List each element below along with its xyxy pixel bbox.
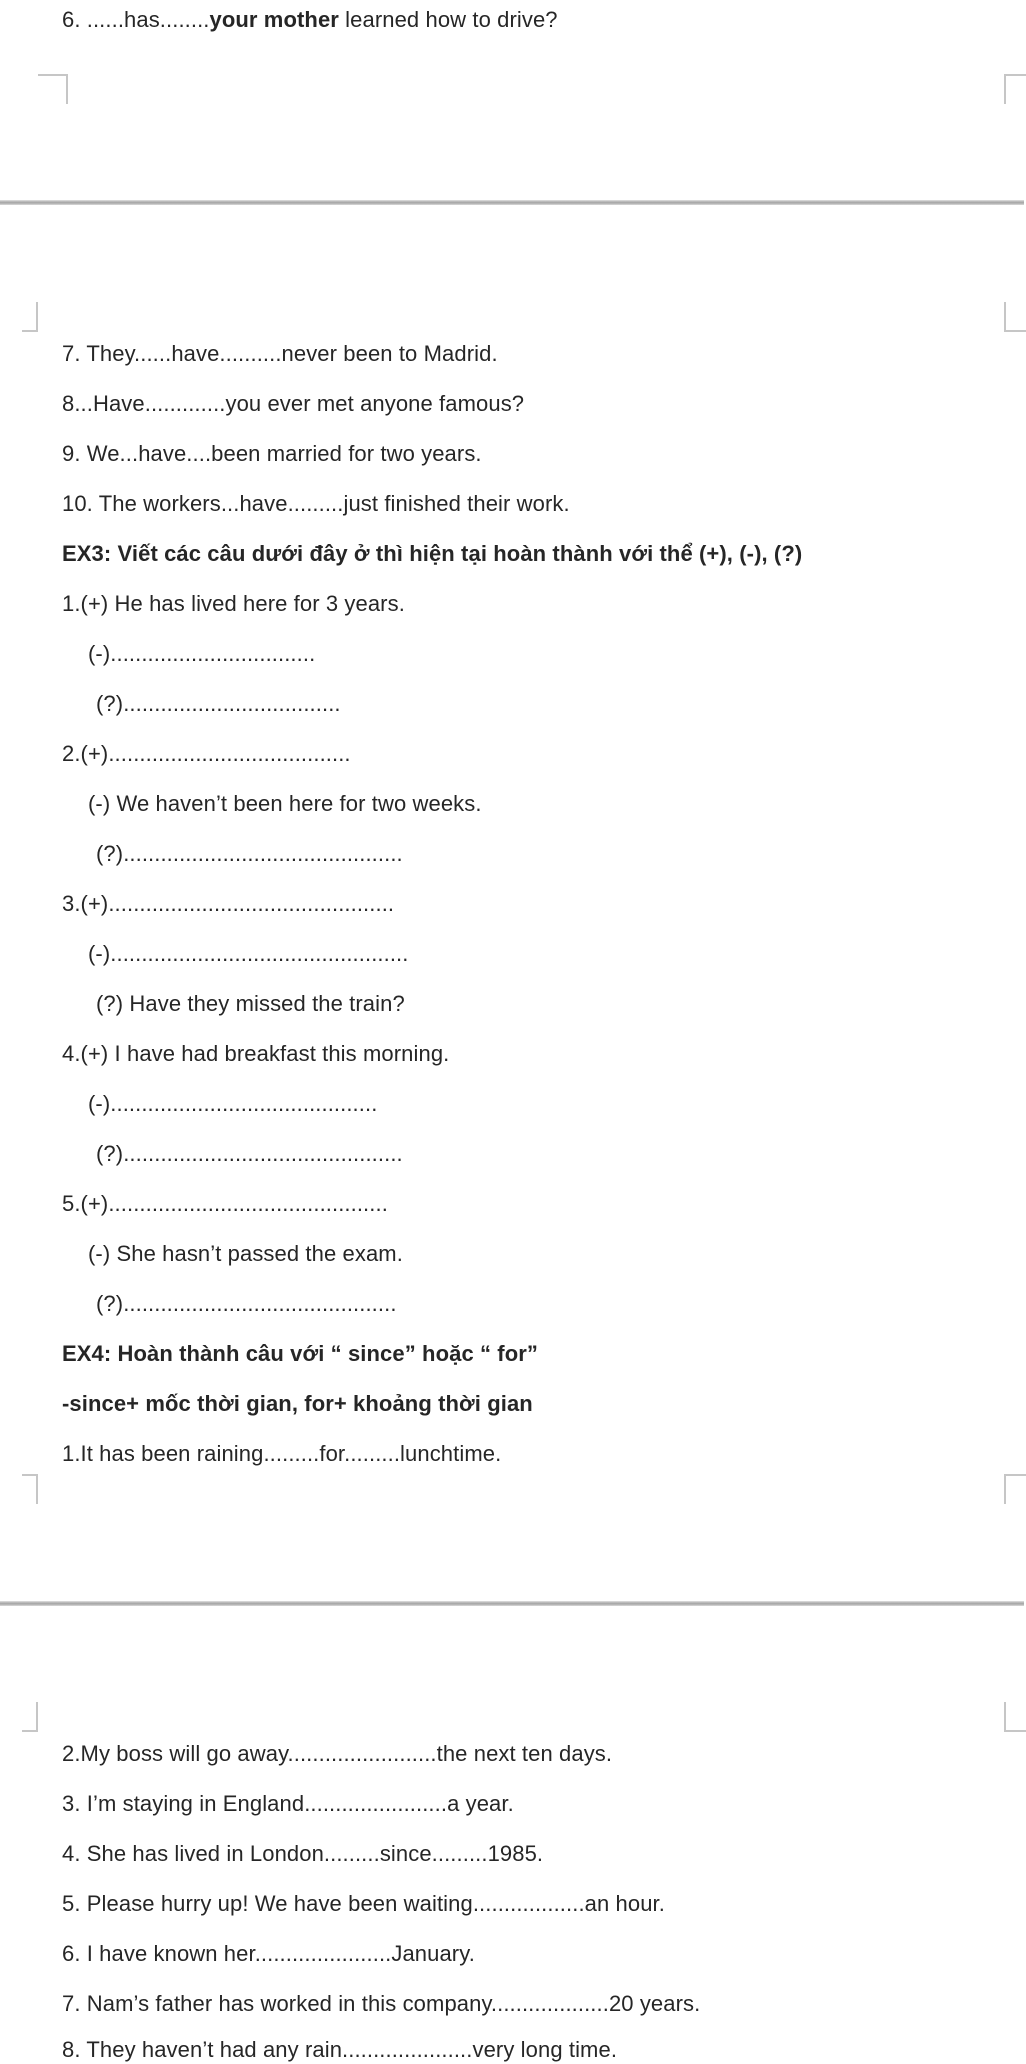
ex4-item5: 5. Please hurry up! We have been waiting..................an hour. (62, 1891, 665, 1916)
ex3-item1-negative: (-)................................. (88, 641, 316, 666)
ex3-item5-positive: 5.(+)............................................. (62, 1191, 388, 1216)
exercise-line-q6 (62, 6, 558, 34)
margin-mark-page2-top-right (1004, 302, 1026, 332)
ex3-item4-negative: (-)........................................... (88, 1091, 378, 1116)
ex3-item1-positive: 1.(+) He has lived here for 3 years. (62, 591, 405, 616)
ex3-item2-negative: (-) We haven’t been here for two weeks. (88, 791, 482, 816)
exercise-line-q7: 7. They......have..........never been to Madrid. (62, 341, 498, 366)
ex3-item3-negative: (-)................................................ (88, 941, 409, 966)
margin-mark-page1-bottom-left (38, 74, 68, 104)
ex3-item4-question: (?)............................................. (96, 1141, 403, 1166)
ex4-item4: 4. She has lived in London.........since.........1985. (62, 1841, 544, 1866)
page-break-separator-2 (0, 1601, 1024, 1606)
margin-mark-page2-top-left (22, 302, 38, 332)
ex3-heading: EX3: Viết các câu dưới đây ở thì hiện tại hoàn thành với thể (+), (-), (?) (62, 541, 803, 566)
exercise-line-q8: 8...Have.............you ever met anyone famous? (62, 391, 525, 416)
ex3-item3-question: (?) Have they missed the train? (96, 991, 405, 1016)
margin-mark-page2-bottom-right (1004, 1474, 1026, 1504)
ex4-item8-clipped: 8. They haven’t had any rain.....................very long time. (62, 2037, 618, 2062)
ex3-item5-question: (?)............................................ (96, 1291, 397, 1316)
ex3-item3-positive: 3.(+).............................................. (62, 891, 395, 916)
q6-post: learned how to drive? (338, 7, 558, 32)
q6-bold-subject: your mother (209, 7, 339, 32)
ex3-item4-positive: 4.(+) I have had breakfast this morning. (62, 1041, 450, 1066)
ex3-item5-negative: (-) She hasn’t passed the exam. (88, 1241, 403, 1266)
margin-mark-page2-bottom-left (22, 1474, 38, 1504)
margin-mark-page3-top-left (22, 1702, 38, 1732)
ex4-item7: 7. Nam’s father has worked in this company...................20 years. (62, 1991, 701, 2016)
exercise-line-q10: 10. The workers...have.........just finished their work. (62, 491, 570, 516)
ex4-heading: EX4: Hoàn thành câu với “ since” hoặc “ for” (62, 1341, 539, 1366)
ex3-item2-question: (?)............................................. (96, 841, 403, 866)
ex4-item1: 1.It has been raining.........for.........lunchtime. (62, 1441, 502, 1466)
ex3-item2-positive: 2.(+)....................................... (62, 741, 351, 766)
q6-pre: 6. ......has........ (62, 7, 210, 32)
ex4-rule-note: -since+ mốc thời gian, for+ khoảng thời gian (62, 1391, 533, 1416)
ex3-item1-question: (?)................................... (96, 691, 341, 716)
page-break-separator-1 (0, 200, 1024, 205)
ex4-item2: 2.My boss will go away........................the next ten days. (62, 1741, 613, 1766)
margin-mark-page3-top-right (1004, 1702, 1026, 1732)
exercise-line-q9: 9. We...have....been married for two years. (62, 441, 482, 466)
margin-mark-page1-bottom-right (1004, 74, 1026, 104)
ex4-item6: 6. I have known her......................January. (62, 1941, 475, 1966)
ex4-item3: 3. I’m staying in England.......................a year. (62, 1791, 514, 1816)
